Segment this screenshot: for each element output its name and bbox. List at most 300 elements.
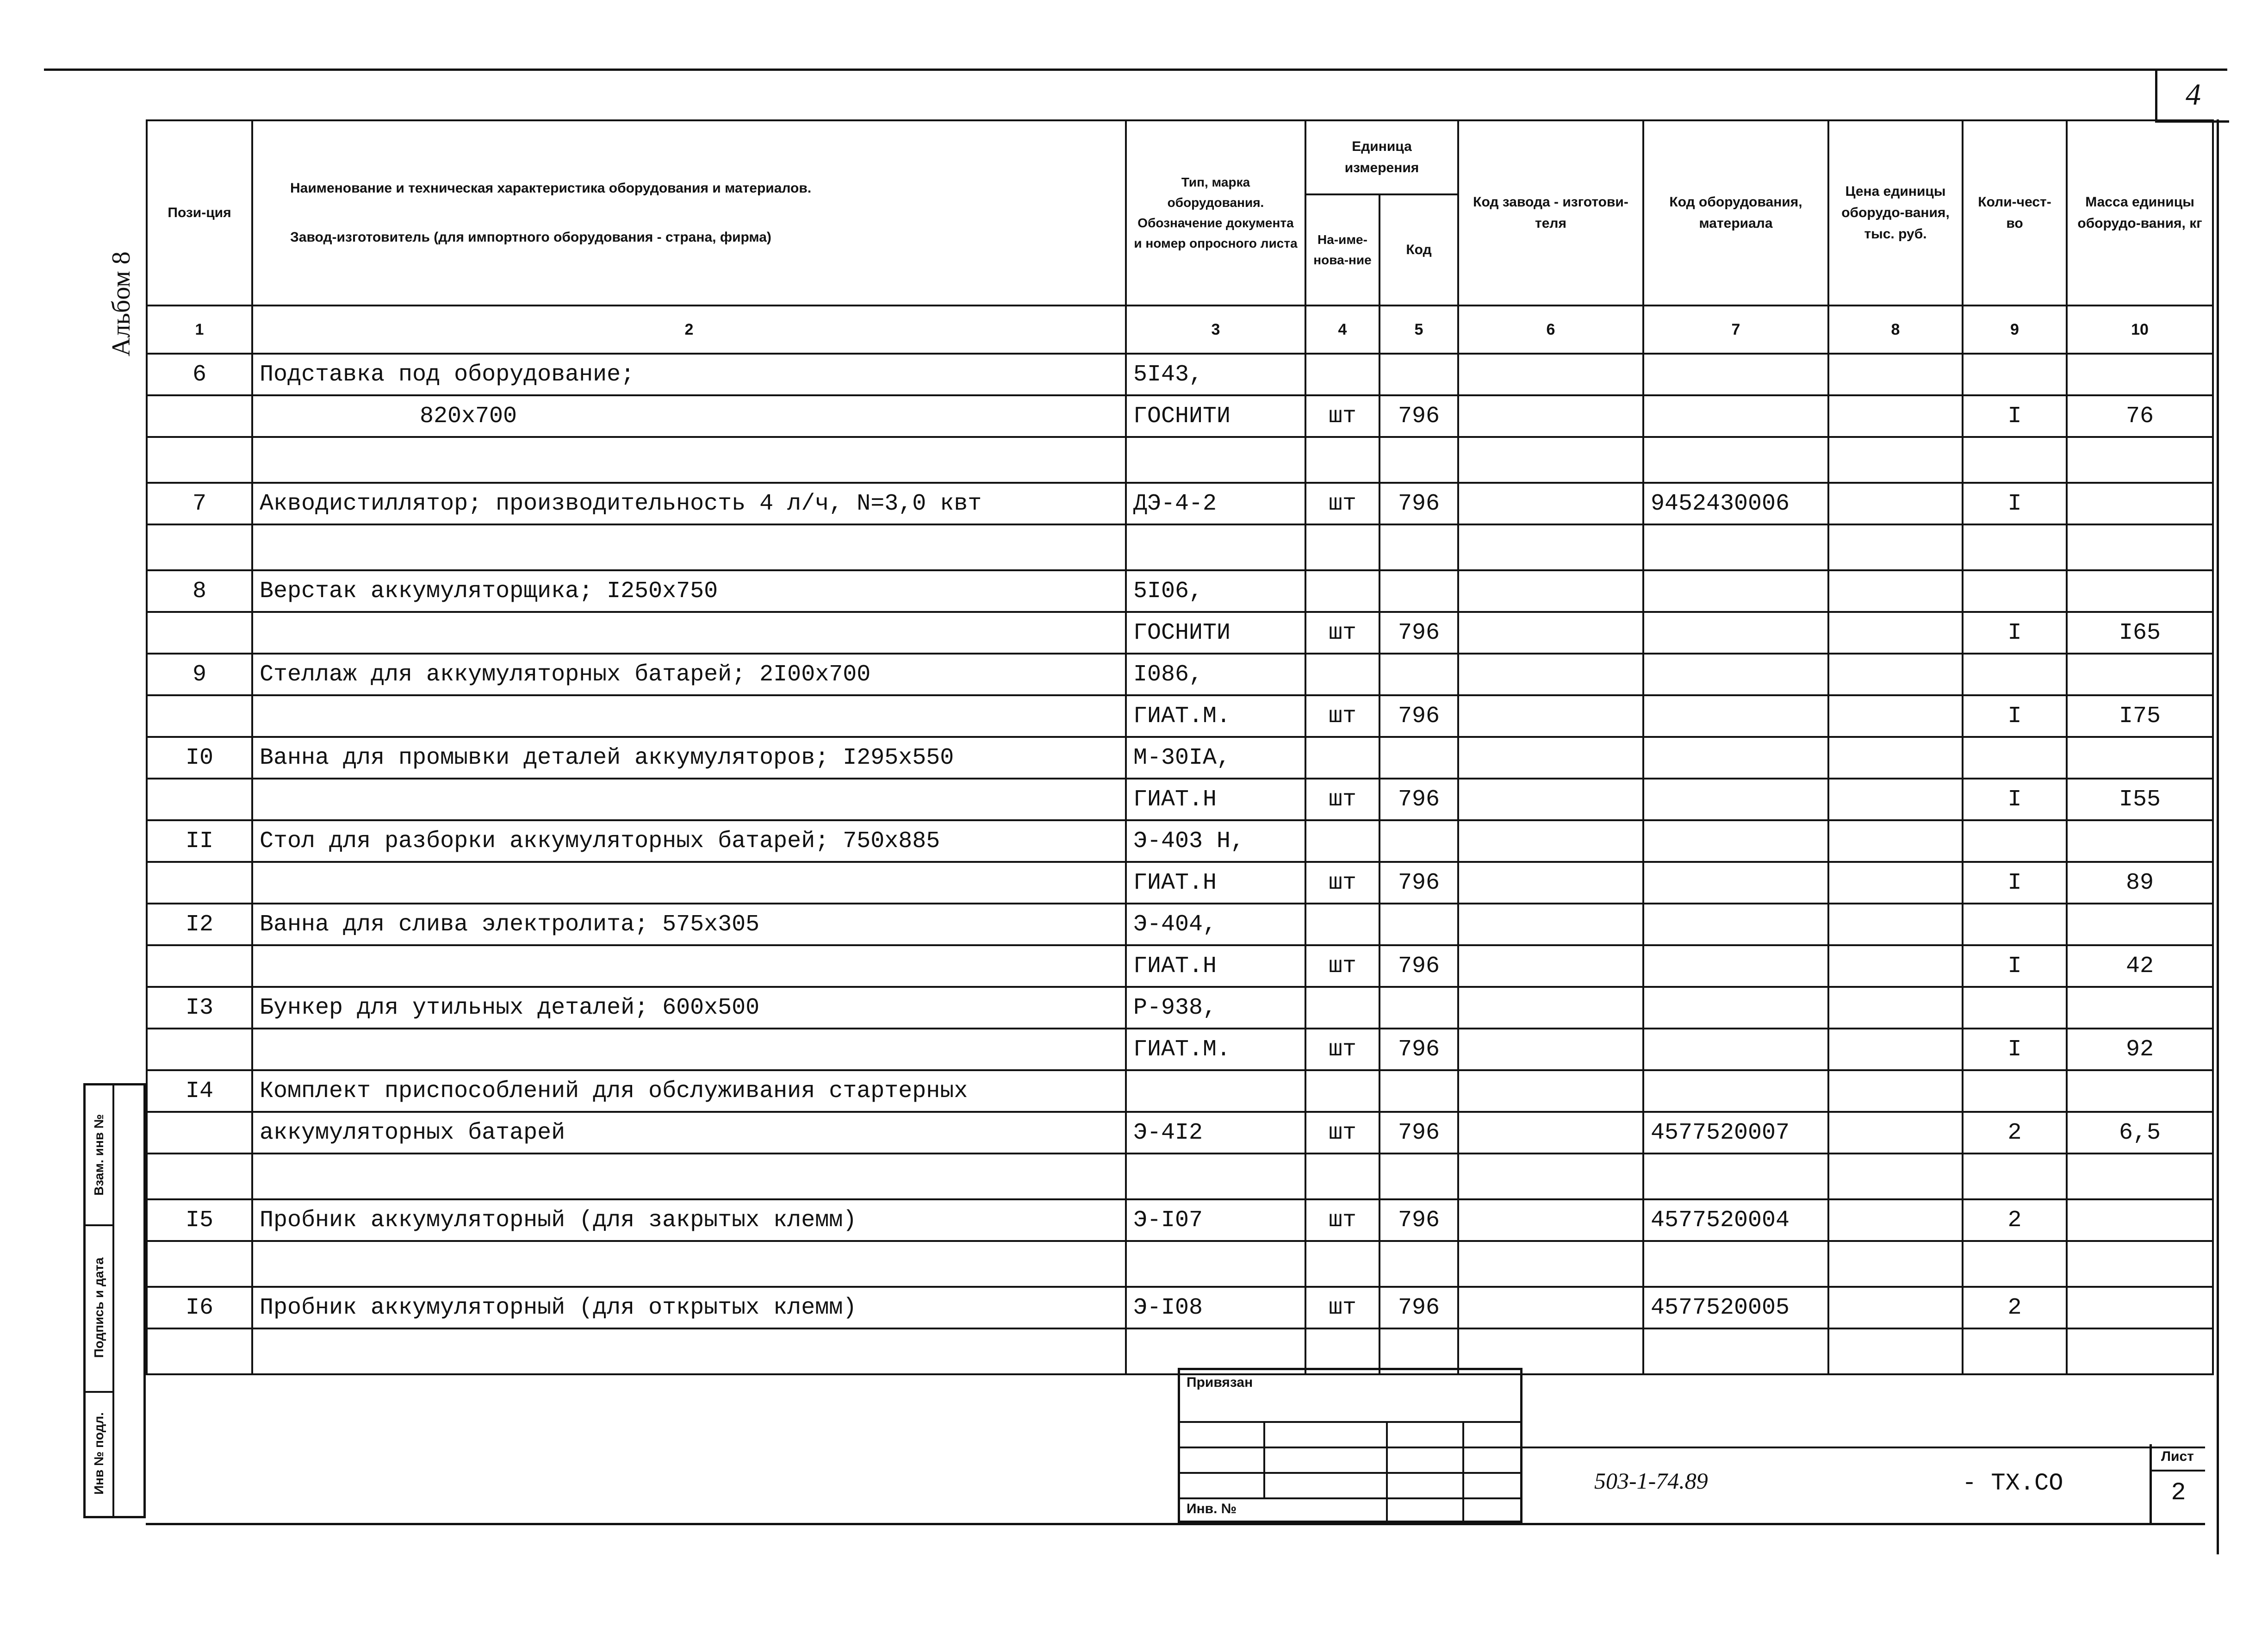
header-unit-group: Единица измерения <box>1305 120 1458 194</box>
header-column-numbers <box>147 306 2213 354</box>
cell-name <box>252 612 1126 654</box>
header-factory-code: Код завода - изготови-теля <box>1458 120 1643 306</box>
table-row <box>147 820 2213 862</box>
cell-position: I4 <box>147 1070 252 1112</box>
header-unit-name: На-име-нова-ние <box>1305 194 1379 306</box>
cell-price <box>1828 354 1963 395</box>
cell-quantity <box>1963 1070 2067 1112</box>
table-row <box>147 1199 2213 1241</box>
cell-quantity <box>1963 987 2067 1029</box>
cell-position <box>147 1328 252 1374</box>
cell-equipment-code <box>1643 524 1828 570</box>
cell-name: Пробник аккумуляторный (для открытых клемм) <box>252 1287 1126 1328</box>
cell-position: II <box>147 820 252 862</box>
cell-price <box>1828 1241 1963 1287</box>
cell-unit-name <box>1305 904 1379 945</box>
stamp-line <box>1180 1447 1520 1448</box>
cell-price <box>1828 483 1963 524</box>
cell-price <box>1828 779 1963 820</box>
cell-name: Подставка под оборудование; <box>252 354 1126 395</box>
cell-name <box>252 437 1126 483</box>
cell-quantity <box>1963 1328 2067 1374</box>
cell-type <box>1126 1154 1305 1199</box>
sheet-top-line <box>44 69 2227 71</box>
cell-unit-code: 796 <box>1379 483 1458 524</box>
cell-equipment-code <box>1643 1241 1828 1287</box>
cell-equipment-code <box>1643 1070 1828 1112</box>
cell-position <box>147 1029 252 1070</box>
cell-name: Ванна для промывки деталей аккумуляторов; I295х550 <box>252 737 1126 779</box>
cell-unit-code <box>1379 570 1458 612</box>
cell-mass <box>2067 987 2213 1029</box>
document-code: 503-1-74.89 <box>1594 1468 1708 1494</box>
cell-quantity: I <box>1963 483 2067 524</box>
header-type: Тип, марка оборудования. Обозначение документа и номер опросного листа <box>1126 120 1305 306</box>
header-position: Пози-ция <box>147 120 252 306</box>
cell-equipment-code: 4577520007 <box>1643 1112 1828 1154</box>
cell-mass <box>2067 1154 2213 1199</box>
cell-mass: 6,5 <box>2067 1112 2213 1154</box>
cell-name <box>252 1029 1126 1070</box>
cell-type: ГИАТ.Н <box>1126 779 1305 820</box>
stamp-line <box>1263 1421 1265 1497</box>
cell-price <box>1828 695 1963 737</box>
tied-stamp-block <box>1178 1368 1522 1523</box>
cell-unit-name <box>1305 737 1379 779</box>
side-stamp-divider <box>112 1085 114 1516</box>
sheet-list-divider <box>2152 1470 2205 1472</box>
cell-factory-code <box>1458 1154 1643 1199</box>
cell-type <box>1126 524 1305 570</box>
cell-type: ГОСНИТИ <box>1126 395 1305 437</box>
header-column-number: 10 <box>2067 306 2213 354</box>
cell-quantity: I <box>1963 779 2067 820</box>
cell-quantity: 2 <box>1963 1199 2067 1241</box>
cell-type: ГИАТ.Н <box>1126 945 1305 987</box>
cell-mass <box>2067 737 2213 779</box>
cell-factory-code <box>1458 695 1643 737</box>
cell-position: I6 <box>147 1287 252 1328</box>
cell-price <box>1828 945 1963 987</box>
header-equipment-code: Код оборудования, материала <box>1643 120 1828 306</box>
table-row <box>147 354 2213 395</box>
cell-unit-name: шт <box>1305 779 1379 820</box>
cell-name: 820х700 <box>252 395 1126 437</box>
cell-equipment-code <box>1643 654 1828 695</box>
cell-unit-name: шт <box>1305 695 1379 737</box>
cell-price <box>1828 524 1963 570</box>
document-suffix: - ТХ.СО <box>1962 1470 2063 1497</box>
cell-position <box>147 437 252 483</box>
cell-mass <box>2067 654 2213 695</box>
side-stamp-cell-replace <box>86 1085 112 1224</box>
stamp-line <box>1180 1472 1520 1474</box>
cell-equipment-code <box>1643 1328 1828 1374</box>
cell-factory-code <box>1458 1070 1643 1112</box>
table-row <box>147 904 2213 945</box>
cell-name <box>252 1241 1126 1287</box>
cell-type: ГИАТ.М. <box>1126 695 1305 737</box>
cell-equipment-code <box>1643 737 1828 779</box>
cell-unit-code <box>1379 524 1458 570</box>
cell-name <box>252 695 1126 737</box>
table-row <box>147 1241 2213 1287</box>
header-unit-code: Код <box>1379 194 1458 306</box>
header-column-number: 7 <box>1643 306 1828 354</box>
cell-unit-code: 796 <box>1379 612 1458 654</box>
cell-type: 5I43, <box>1126 354 1305 395</box>
cell-position: 6 <box>147 354 252 395</box>
cell-equipment-code: 4577520004 <box>1643 1199 1828 1241</box>
cell-unit-name <box>1305 987 1379 1029</box>
cell-factory-code <box>1458 1287 1643 1328</box>
cell-price <box>1828 395 1963 437</box>
cell-mass <box>2067 904 2213 945</box>
cell-price <box>1828 654 1963 695</box>
cell-price <box>1828 570 1963 612</box>
cell-mass <box>2067 1070 2213 1112</box>
cell-type: Э-I07 <box>1126 1199 1305 1241</box>
cell-unit-name: шт <box>1305 1199 1379 1241</box>
cell-mass <box>2067 354 2213 395</box>
cell-quantity: I <box>1963 1029 2067 1070</box>
cell-name: Аквoдистиллятор; производительность 4 л/ч, N=3,0 квт <box>252 483 1126 524</box>
cell-position <box>147 779 252 820</box>
cell-position: 9 <box>147 654 252 695</box>
cell-unit-name: шт <box>1305 862 1379 904</box>
cell-unit-name <box>1305 354 1379 395</box>
cell-equipment-code <box>1643 1154 1828 1199</box>
header-price: Цена единицы оборудо-вания, тыс. руб. <box>1828 120 1963 306</box>
cell-position: I3 <box>147 987 252 1029</box>
cell-name: Комплект приспособлений для обслуживания стартерных <box>252 1070 1126 1112</box>
cell-equipment-code <box>1643 1029 1828 1070</box>
cell-name: Бункер для утильных деталей; 600х500 <box>252 987 1126 1029</box>
header-name-line2: Завод-изготовитель (для импортного оборудования - страна, фирма) <box>290 230 771 245</box>
cell-unit-code: 796 <box>1379 1112 1458 1154</box>
cell-mass <box>2067 524 2213 570</box>
table-row <box>147 1154 2213 1199</box>
cell-mass <box>2067 570 2213 612</box>
cell-mass <box>2067 820 2213 862</box>
cell-mass: 76 <box>2067 395 2213 437</box>
cell-factory-code <box>1458 904 1643 945</box>
inventory-label: Инв. № <box>1187 1501 1237 1516</box>
table-row <box>147 612 2213 654</box>
cell-quantity <box>1963 354 2067 395</box>
cell-unit-code: 796 <box>1379 1029 1458 1070</box>
cell-factory-code <box>1458 945 1643 987</box>
cell-unit-code <box>1379 904 1458 945</box>
stamp-line <box>1180 1421 1520 1423</box>
cell-position: I0 <box>147 737 252 779</box>
cell-name: Пробник аккумуляторный (для закрытых клемм) <box>252 1199 1126 1241</box>
cell-price <box>1828 862 1963 904</box>
cell-factory-code <box>1458 524 1643 570</box>
frame-right-line <box>2217 119 2219 1554</box>
cell-position: 8 <box>147 570 252 612</box>
cell-equipment-code <box>1643 570 1828 612</box>
cell-position: 7 <box>147 483 252 524</box>
cell-quantity <box>1963 570 2067 612</box>
cell-price <box>1828 737 1963 779</box>
table-row <box>147 695 2213 737</box>
equipment-spec-table <box>146 119 2214 1375</box>
cell-type: ГИАТ.Н <box>1126 862 1305 904</box>
side-stamp-cell-signature <box>86 1224 112 1391</box>
cell-name <box>252 779 1126 820</box>
cell-unit-code <box>1379 1154 1458 1199</box>
cell-unit-name <box>1305 437 1379 483</box>
cell-quantity <box>1963 654 2067 695</box>
cell-quantity <box>1963 437 2067 483</box>
title-frame-line <box>1522 1447 2205 1448</box>
table-row <box>147 570 2213 612</box>
cell-quantity <box>1963 1241 2067 1287</box>
side-stamp-cell-inventory <box>86 1391 112 1516</box>
table-row <box>147 737 2213 779</box>
cell-unit-name <box>1305 654 1379 695</box>
cell-price <box>1828 904 1963 945</box>
cell-factory-code <box>1458 1199 1643 1241</box>
cell-quantity: I <box>1963 695 2067 737</box>
cell-mass <box>2067 1287 2213 1328</box>
table-row <box>147 987 2213 1029</box>
cell-unit-code: 796 <box>1379 1287 1458 1328</box>
cell-type <box>1126 1070 1305 1112</box>
cell-name: Ванна для слива электролита; 575х305 <box>252 904 1126 945</box>
cell-equipment-code <box>1643 354 1828 395</box>
cell-price <box>1828 1328 1963 1374</box>
cell-factory-code <box>1458 570 1643 612</box>
cell-position <box>147 1241 252 1287</box>
cell-position <box>147 395 252 437</box>
cell-unit-code <box>1379 1070 1458 1112</box>
cell-price <box>1828 1029 1963 1070</box>
cell-factory-code <box>1458 1241 1643 1287</box>
cell-name <box>252 524 1126 570</box>
side-stamp-label-inventory: Инв № подл. <box>92 1412 106 1495</box>
cell-price <box>1828 1199 1963 1241</box>
cell-unit-code: 796 <box>1379 779 1458 820</box>
table-row <box>147 654 2213 695</box>
cell-unit-code <box>1379 737 1458 779</box>
cell-quantity <box>1963 1154 2067 1199</box>
cell-factory-code <box>1458 1029 1643 1070</box>
cell-price <box>1828 987 1963 1029</box>
stamp-line <box>1462 1421 1464 1521</box>
cell-mass <box>2067 483 2213 524</box>
cell-position: I2 <box>147 904 252 945</box>
table-row <box>147 1112 2213 1154</box>
cell-type: ГИАТ.М. <box>1126 1029 1305 1070</box>
cell-equipment-code <box>1643 779 1828 820</box>
cell-position <box>147 524 252 570</box>
cell-unit-code <box>1379 1241 1458 1287</box>
cell-quantity: 2 <box>1963 1112 2067 1154</box>
cell-equipment-code: 9452430006 <box>1643 483 1828 524</box>
cell-unit-name: шт <box>1305 395 1379 437</box>
cell-mass: 92 <box>2067 1029 2213 1070</box>
cell-position: I5 <box>147 1199 252 1241</box>
cell-factory-code <box>1458 354 1643 395</box>
cell-equipment-code <box>1643 695 1828 737</box>
table-row <box>147 483 2213 524</box>
cell-quantity: I <box>1963 612 2067 654</box>
cell-equipment-code <box>1643 862 1828 904</box>
cell-unit-code <box>1379 820 1458 862</box>
cell-mass <box>2067 1328 2213 1374</box>
header-quantity: Коли-чест-во <box>1963 120 2067 306</box>
header-column-number: 6 <box>1458 306 1643 354</box>
cell-factory-code <box>1458 437 1643 483</box>
corner-sheet-number: 4 <box>2155 69 2229 123</box>
side-stamp <box>83 1083 146 1518</box>
table-row <box>147 395 2213 437</box>
table-row <box>147 1287 2213 1328</box>
frame-bottom-line <box>146 1523 2205 1525</box>
sheet-list-number: 2 <box>2171 1479 2186 1507</box>
table-row <box>147 1029 2213 1070</box>
cell-position <box>147 612 252 654</box>
cell-unit-code: 796 <box>1379 1199 1458 1241</box>
cell-unit-code: 796 <box>1379 695 1458 737</box>
cell-factory-code <box>1458 483 1643 524</box>
cell-factory-code <box>1458 612 1643 654</box>
cell-unit-name <box>1305 1154 1379 1199</box>
stamp-line <box>1180 1497 1520 1499</box>
table-row <box>147 437 2213 483</box>
cell-type: I086, <box>1126 654 1305 695</box>
cell-unit-code <box>1379 437 1458 483</box>
cell-price <box>1828 1154 1963 1199</box>
cell-quantity <box>1963 737 2067 779</box>
header-column-number: 5 <box>1379 306 1458 354</box>
table-row <box>147 862 2213 904</box>
cell-type: Р-938, <box>1126 987 1305 1029</box>
cell-name <box>252 862 1126 904</box>
cell-factory-code <box>1458 1112 1643 1154</box>
cell-equipment-code <box>1643 987 1828 1029</box>
header-column-number: 4 <box>1305 306 1379 354</box>
cell-factory-code <box>1458 395 1643 437</box>
cell-quantity: 2 <box>1963 1287 2067 1328</box>
cell-type: Э-I08 <box>1126 1287 1305 1328</box>
cell-mass: 42 <box>2067 945 2213 987</box>
header-column-number: 8 <box>1828 306 1963 354</box>
cell-unit-code <box>1379 987 1458 1029</box>
cell-unit-name: шт <box>1305 1029 1379 1070</box>
cell-type: ГОСНИТИ <box>1126 612 1305 654</box>
cell-position <box>147 862 252 904</box>
cell-price <box>1828 612 1963 654</box>
cell-price <box>1828 1287 1963 1328</box>
cell-unit-code: 796 <box>1379 395 1458 437</box>
cell-equipment-code <box>1643 945 1828 987</box>
cell-unit-code: 796 <box>1379 945 1458 987</box>
cell-mass: 89 <box>2067 862 2213 904</box>
cell-equipment-code <box>1643 437 1828 483</box>
side-stamp-label-replace: Взам. инв № <box>92 1114 106 1196</box>
album-label: Альбом 8 <box>107 251 136 356</box>
table-row <box>147 779 2213 820</box>
header-column-number: 9 <box>1963 306 2067 354</box>
cell-mass: I55 <box>2067 779 2213 820</box>
cell-mass: I65 <box>2067 612 2213 654</box>
table-row <box>147 945 2213 987</box>
cell-quantity: I <box>1963 945 2067 987</box>
cell-mass <box>2067 437 2213 483</box>
cell-position <box>147 695 252 737</box>
header-name-line1: Наименование и техническая характеристика оборудования и материалов. <box>290 181 812 196</box>
cell-factory-code <box>1458 779 1643 820</box>
cell-quantity <box>1963 524 2067 570</box>
cell-equipment-code <box>1643 904 1828 945</box>
cell-unit-code <box>1379 654 1458 695</box>
cell-equipment-code <box>1643 820 1828 862</box>
cell-quantity: I <box>1963 395 2067 437</box>
header-name <box>252 120 1126 306</box>
tied-label: Привязан <box>1187 1375 1253 1390</box>
cell-unit-name: шт <box>1305 945 1379 987</box>
cell-name: Стол для разборки аккумуляторных батарей; 750х885 <box>252 820 1126 862</box>
cell-quantity: I <box>1963 862 2067 904</box>
cell-type: Э-403 Н, <box>1126 820 1305 862</box>
cell-position <box>147 1112 252 1154</box>
cell-unit-name <box>1305 1241 1379 1287</box>
cell-unit-name <box>1305 524 1379 570</box>
cell-name: аккумуляторных батарей <box>252 1112 1126 1154</box>
table-row <box>147 1070 2213 1112</box>
cell-type <box>1126 437 1305 483</box>
cell-equipment-code <box>1643 612 1828 654</box>
cell-mass: I75 <box>2067 695 2213 737</box>
cell-mass <box>2067 1241 2213 1287</box>
cell-unit-name <box>1305 820 1379 862</box>
sheet-list-box <box>2150 1444 2205 1523</box>
header-mass: Масса единицы оборудо-вания, кг <box>2067 120 2213 306</box>
sheet-list-label: Лист <box>2161 1449 2194 1464</box>
header-column-number: 1 <box>147 306 252 354</box>
cell-price <box>1828 1070 1963 1112</box>
cell-unit-name <box>1305 570 1379 612</box>
cell-name <box>252 945 1126 987</box>
cell-type: ДЭ-4-2 <box>1126 483 1305 524</box>
cell-unit-name: шт <box>1305 612 1379 654</box>
cell-mass <box>2067 1199 2213 1241</box>
cell-factory-code <box>1458 737 1643 779</box>
cell-factory-code <box>1458 820 1643 862</box>
side-stamp-label-signature: Подпись и дата <box>92 1257 106 1358</box>
cell-position <box>147 1154 252 1199</box>
stamp-line <box>1386 1421 1388 1521</box>
cell-unit-code: 796 <box>1379 862 1458 904</box>
cell-equipment-code <box>1643 395 1828 437</box>
cell-factory-code <box>1458 987 1643 1029</box>
cell-type <box>1126 1241 1305 1287</box>
cell-price <box>1828 1112 1963 1154</box>
cell-unit-code <box>1379 354 1458 395</box>
cell-type: Э-404, <box>1126 904 1305 945</box>
cell-quantity <box>1963 820 2067 862</box>
cell-name <box>252 1154 1126 1199</box>
cell-type: 5I06, <box>1126 570 1305 612</box>
cell-unit-name: шт <box>1305 1112 1379 1154</box>
header-column-number: 2 <box>252 306 1126 354</box>
cell-quantity <box>1963 904 2067 945</box>
cell-unit-name <box>1305 1070 1379 1112</box>
table-row <box>147 524 2213 570</box>
